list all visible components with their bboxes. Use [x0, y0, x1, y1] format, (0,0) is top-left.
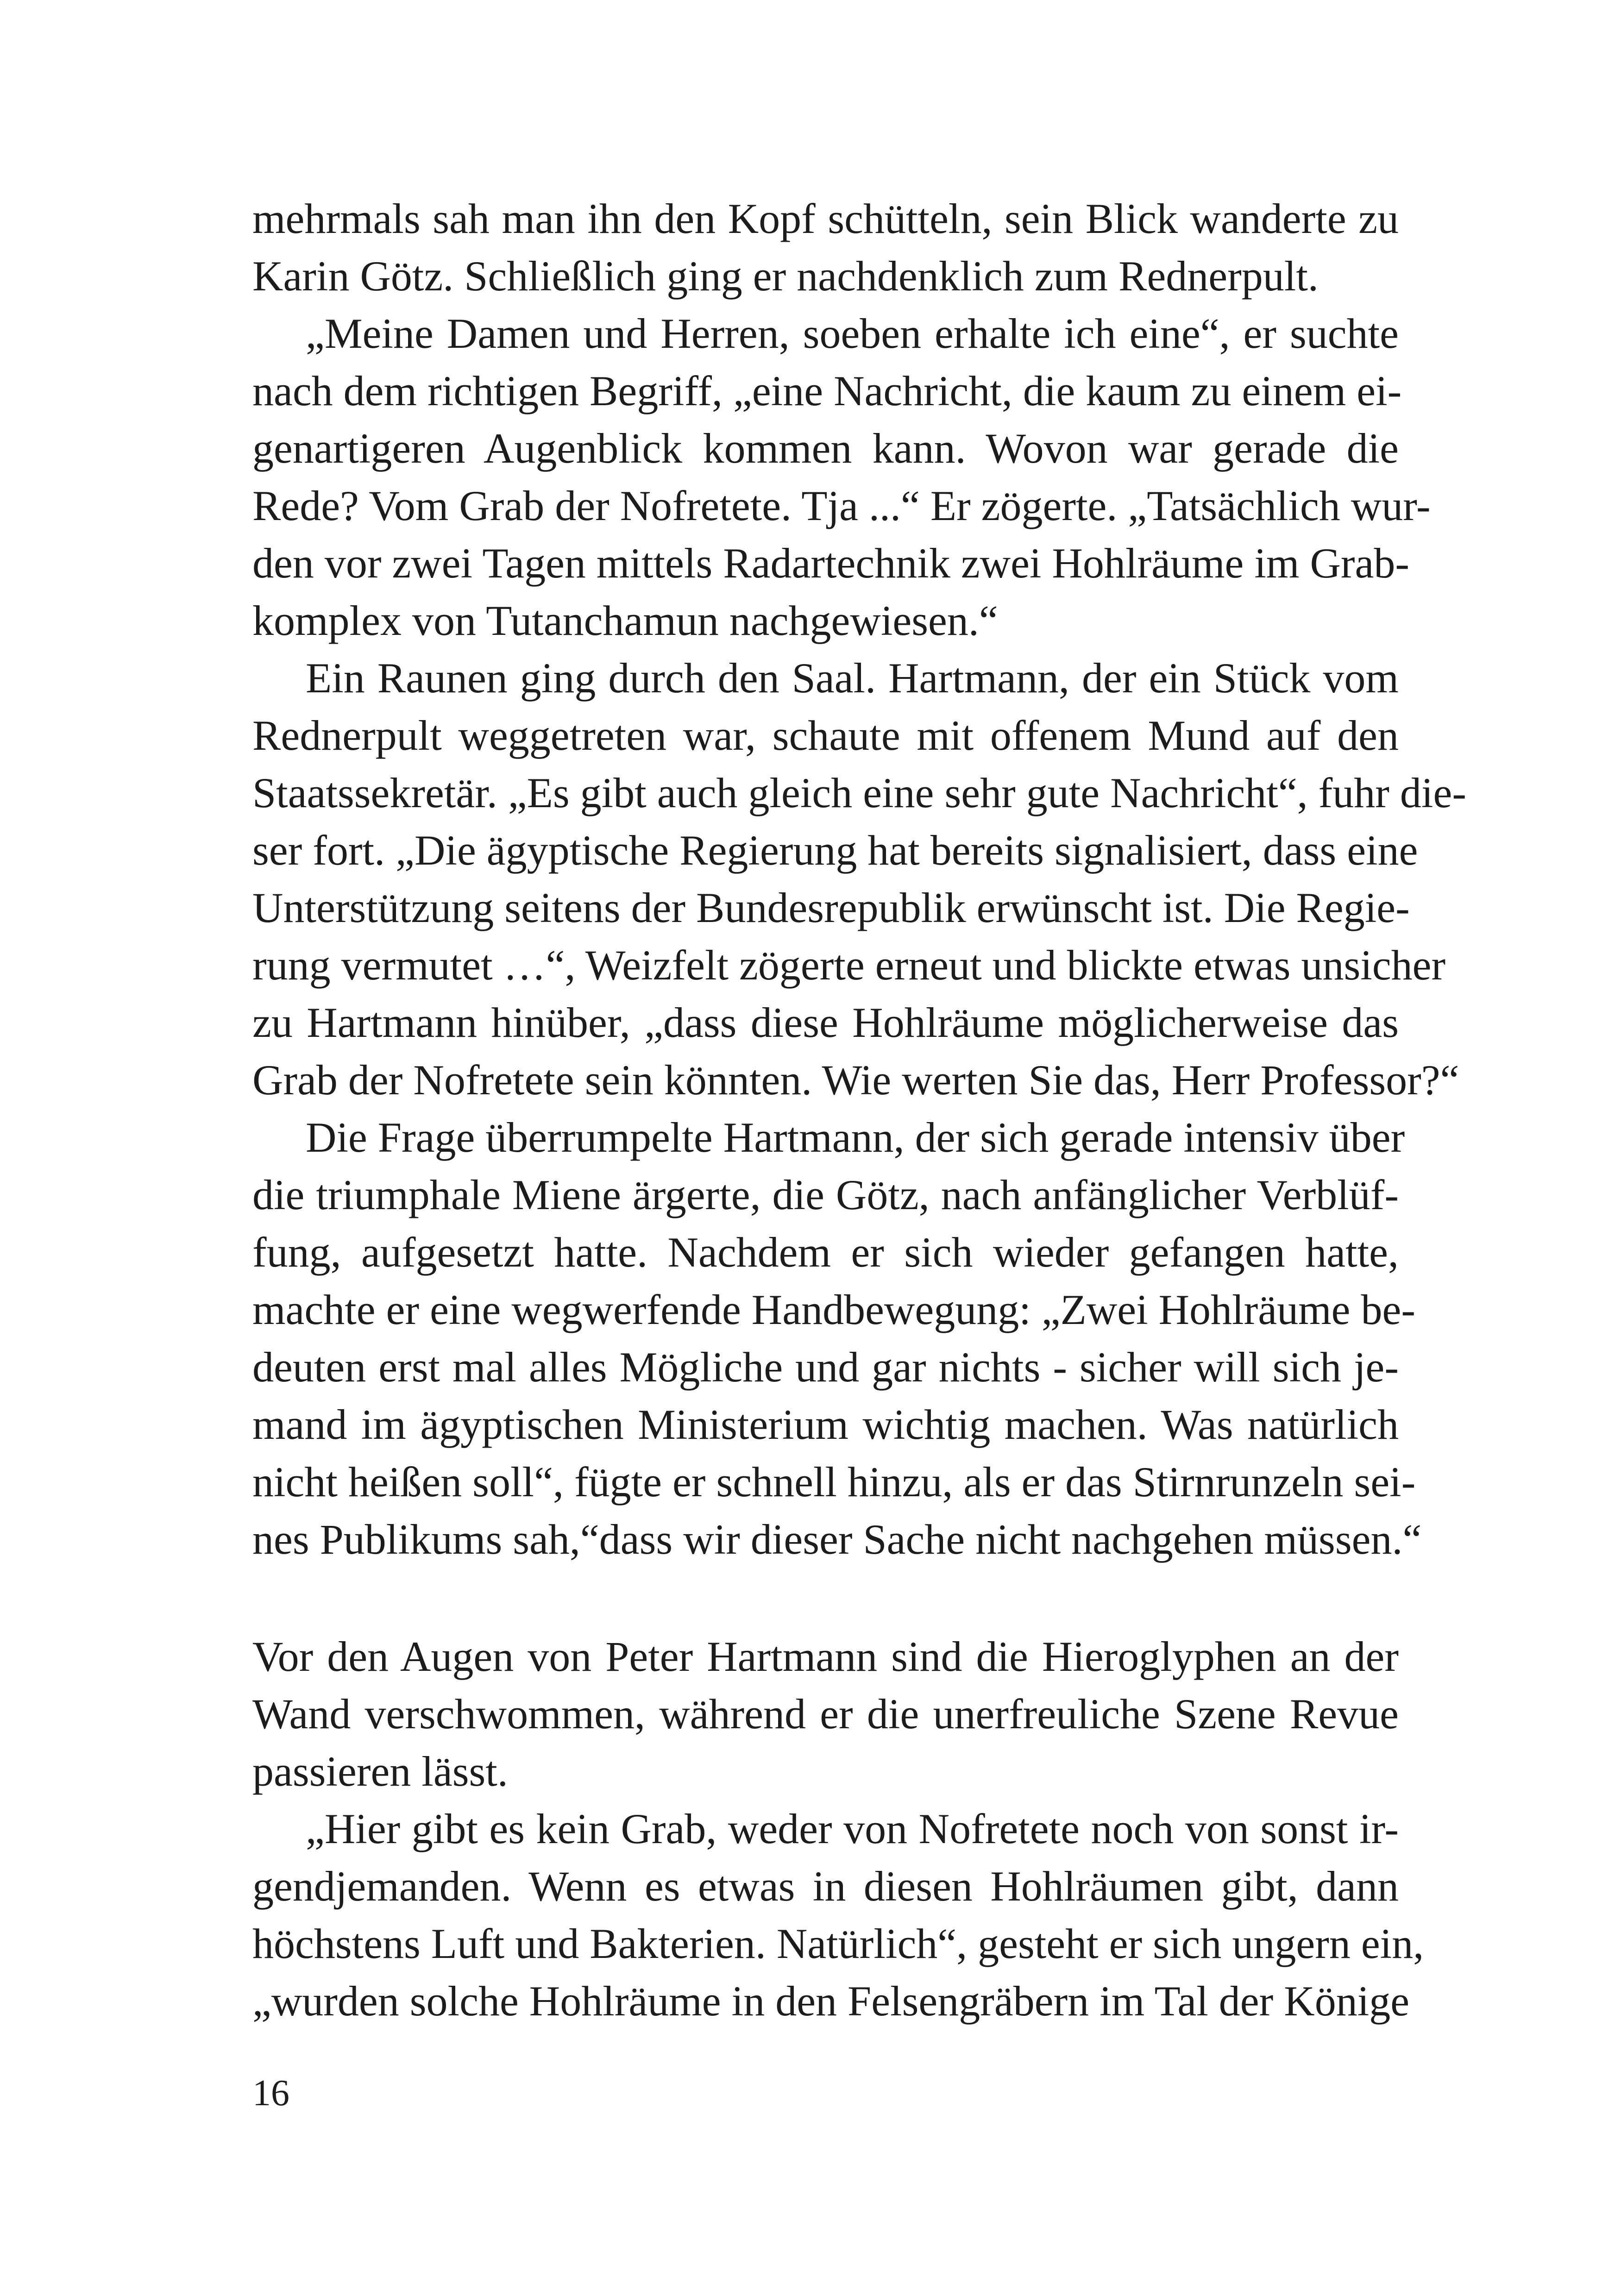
text-line: höchstens Luft und Bakterien. Natürlich“, gesteht er sich ungern ein,	[252, 1920, 1424, 1967]
page-number: 16	[252, 2073, 289, 2114]
text-line: mand im ägyptischen Ministerium wichtig machen. Was natürlich	[252, 1401, 1399, 1448]
text-line: Rede? Vom Grab der Nofretete. Tja ...“ Er zögerte. „Tatsächlich wur-	[252, 482, 1431, 529]
text-line: fung, aufgesetzt hatte. Nachdem er sich wieder gefangen hatte,	[252, 1229, 1399, 1276]
text-line: Wand verschwommen, während er die unerfreuliche Szene Revue	[252, 1690, 1399, 1738]
text-line: machte er eine wegwerfende Handbewegung: „Zwei Hohlräume be-	[252, 1286, 1415, 1333]
text-line: Vor den Augen von Peter Hartmann sind die Hieroglyphen an der	[252, 1633, 1399, 1680]
text-line: Die Frage überrumpelte Hartmann, der sich gerade intensiv über	[306, 1114, 1405, 1161]
text-line: Grab der Nofretete sein könnten. Wie werten Sie das, Herr Professor?“	[252, 1056, 1459, 1104]
text-line: nicht heißen soll“, fügte er schnell hinzu, als er das Stirnrunzeln sei-	[252, 1458, 1416, 1506]
text-line: „Hier gibt es kein Grab, weder von Nofretete noch von sonst ir-	[306, 1805, 1399, 1852]
text-line: nes Publikums sah,“dass wir dieser Sache nicht nachgehen müssen.“	[252, 1516, 1422, 1563]
text-line: Karin Götz. Schließlich ging er nachdenklich zum Rednerpult.	[252, 252, 1319, 300]
text-line: komplex von Tutanchamun nachgewiesen.“	[252, 597, 998, 644]
text-line: ser fort. „Die ägyptische Regierung hat bereits signalisiert, dass eine	[252, 827, 1418, 874]
text-line: gendjemanden. Wenn es etwas in diesen Hohlräumen gibt, dann	[252, 1863, 1399, 1910]
text-line: Ein Raunen ging durch den Saal. Hartmann, der ein Stück vom	[306, 654, 1399, 702]
text-line: deuten erst mal alles Mögliche und gar nichts - sicher will sich je-	[252, 1343, 1399, 1391]
section-text-block	[252, 1628, 1424, 2030]
main-text-block	[252, 190, 1466, 1568]
text-line: „wurden solche Hohlräume in den Felsengräbern im Tal der Könige	[252, 1977, 1410, 2025]
text-line: zu Hartmann hinüber, „dass diese Hohlräume möglicherweise das	[252, 999, 1399, 1046]
text-line: Staatssekretär. „Es gibt auch gleich eine sehr gute Nachricht“, fuhr die-	[252, 769, 1466, 816]
text-line: passieren lässt.	[252, 1748, 508, 1795]
text-line: Rednerpult weggetreten war, schaute mit offenem Mund auf den	[252, 712, 1399, 759]
text-line: die triumphale Miene ärgerte, die Götz, nach anfänglicher Verblüf-	[252, 1171, 1399, 1218]
text-line: den vor zwei Tagen mittels Radartechnik zwei Hohlräume im Grab-	[252, 539, 1410, 587]
text-line: Unterstützung seitens der Bundesrepublik erwünscht ist. Die Regie-	[252, 884, 1410, 931]
text-line: mehrmals sah man ihn den Kopf schütteln, sein Blick wanderte zu	[252, 195, 1399, 242]
text-line: „Meine Damen und Herren, soeben erhalte ich eine“, er suchte	[306, 310, 1399, 357]
text-line: rung vermutet …“, Weizfelt zögerte erneut und blickte etwas unsicher	[252, 941, 1446, 989]
text-line: genartigeren Augenblick kommen kann. Wovon war gerade die	[252, 425, 1399, 472]
text-line: nach dem richtigen Begriff, „eine Nachricht, die kaum zu einem ei-	[252, 367, 1402, 414]
